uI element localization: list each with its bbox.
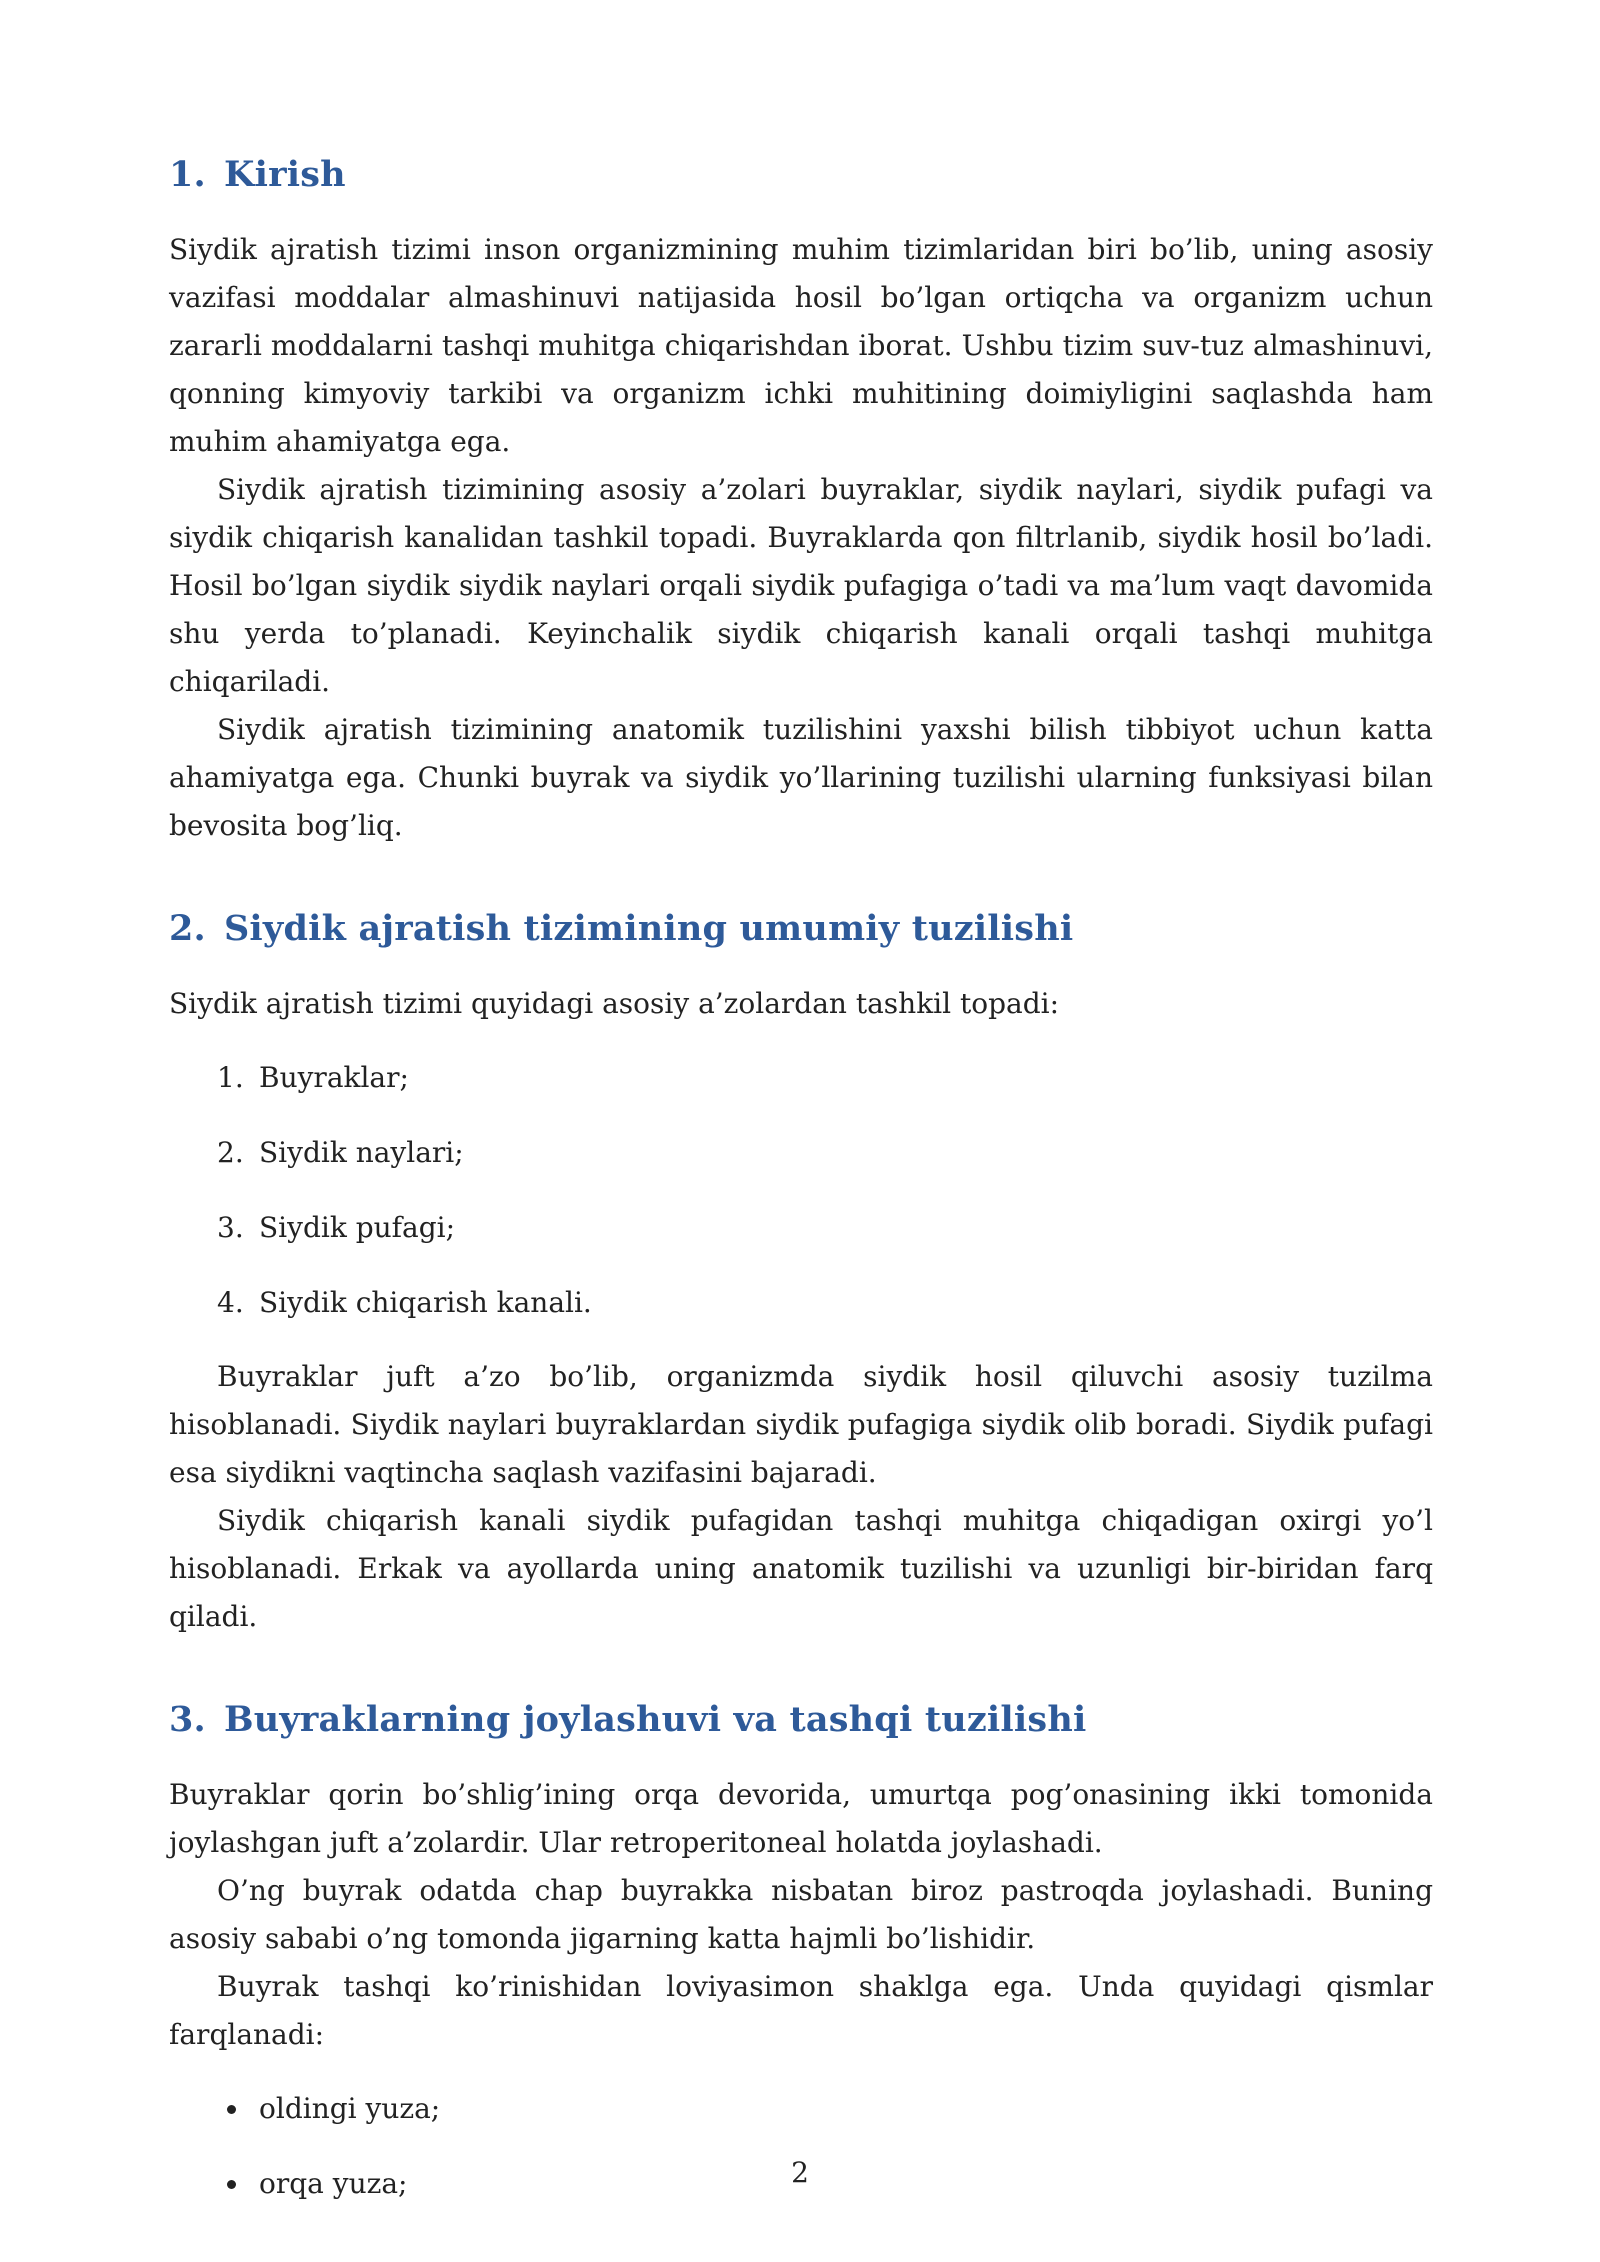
list-marker: 4. bbox=[217, 1286, 244, 1319]
paragraph: Siydik ajratish tizimining anatomik tuzilishini yaxshi bilish tibbiyot uchun katta ahamiyatga ega. Chunki buyrak va siydik yo’llarining tuzilishi ularning funksiyasi bilan bevosita bog’liq. bbox=[169, 713, 1433, 842]
paragraph: Buyrak tashqi ko’rinishidan loviyasimon shaklga ega. Unda quyidagi qismlar farqlanadi: bbox=[169, 1970, 1433, 2051]
section-introduction bbox=[169, 150, 1433, 850]
list-item-text: Siydik naylari; bbox=[259, 1136, 464, 1169]
section-number: 2. bbox=[169, 908, 206, 949]
paragraph: O’ng buyrak odatda chap buyrakka nisbatan biroz pastroqda joylashadi. Buning asosiy sababi o’ng tomonda jigarning katta hajmli bo’lishidir. bbox=[169, 1874, 1433, 1955]
list-item-text: Siydik pufagi; bbox=[259, 1211, 456, 1244]
section-title: Siydik ajratish tizimining umumiy tuzilishi bbox=[223, 908, 1074, 949]
list-item-text: Siydik chiqarish kanali. bbox=[259, 1286, 592, 1319]
page-number: 2 bbox=[791, 2156, 809, 2189]
section-heading bbox=[169, 904, 1433, 954]
section-general-structure bbox=[169, 904, 1433, 1641]
section-heading bbox=[169, 1695, 1433, 1745]
section-kidney-location bbox=[169, 1695, 1433, 2208]
section-heading bbox=[169, 150, 1433, 200]
list-marker: 2. bbox=[217, 1136, 244, 1169]
section-title: Kirish bbox=[223, 154, 346, 195]
list-item bbox=[169, 1279, 1433, 1327]
paragraph: Siydik ajratish tizimining asosiy a’zolari buyraklar, siydik naylari, siydik pufagi va siydik chiqarish kanalidan tashkil topadi. Buyraklarda qon filtrlanib, siydik hosil bo’ladi. Hosil bo’lgan siydik siydik naylari orqali siydik pufagiga o’tadi va ma’lum vaqt davomida shu yerda to’planadi. Keyinchalik siydik chiqarish kanali orqali tashqi muhitga chiqariladi. bbox=[169, 473, 1433, 698]
section-number: 3. bbox=[169, 1699, 206, 1740]
list-marker: 3. bbox=[217, 1211, 244, 1244]
paragraph: Siydik chiqarish kanali siydik pufagidan tashqi muhitga chiqadigan oxirgi yo’l hisoblanadi. Erkak va ayollarda uning anatomik tuzilishi va uzunligi bir-biridan farq qiladi. bbox=[169, 1504, 1433, 1633]
bullet-icon bbox=[227, 2105, 236, 2114]
paragraph: Siydik ajratish tizimi quyidagi asosiy a’zolardan tashkil topadi: bbox=[169, 987, 1060, 1020]
list-item-text: Buyraklar; bbox=[259, 1061, 409, 1094]
list-item bbox=[169, 2085, 1433, 2133]
list-item bbox=[169, 1204, 1433, 1252]
list-item bbox=[169, 1054, 1433, 1102]
paragraph: Siydik ajratish tizimi inson organizmining muhim tizimlaridan biri bo’lib, uning asosiy vazifasi moddalar almashinuvi natijasida hosil bo’lgan ortiqcha va organizm uchun zararli moddalarni tashqi muhitga chiqarishdan iborat. Ushbu tizim suv-tuz almashinuvi, qonning kimyoviy tarkibi va organizm ichki muhitining doimiyligini saqlashda ham muhim ahamiyatga ega. bbox=[169, 233, 1433, 458]
list-item-text: oldingi yuza; bbox=[259, 2092, 441, 2125]
paragraph: Buyraklar juft a’zo bo’lib, organizmda siydik hosil qiluvchi asosiy tuzilma hisoblanadi. Siydik naylari buyraklardan siydik pufagiga siydik olib boradi. Siydik pufagi esa siydikni vaqtincha saqlash vazifasini bajaradi. bbox=[169, 1360, 1433, 1489]
list-item bbox=[169, 1129, 1433, 1177]
paragraph: Buyraklar qorin bo’shlig’ining orqa devorida, umurtqa pog’onasining ikki tomonida joylashgan juft a’zolardir. Ular retroperitoneal holatda joylashadi. bbox=[169, 1778, 1433, 1859]
organ-list bbox=[169, 1054, 1433, 1327]
page-content bbox=[169, 150, 1433, 2262]
section-number: 1. bbox=[169, 154, 206, 195]
section-title: Buyraklarning joylashuvi va tashqi tuzilishi bbox=[223, 1699, 1087, 1740]
list-marker: 1. bbox=[217, 1061, 244, 1094]
list-item-text: orqa yuza; bbox=[259, 2167, 408, 2200]
